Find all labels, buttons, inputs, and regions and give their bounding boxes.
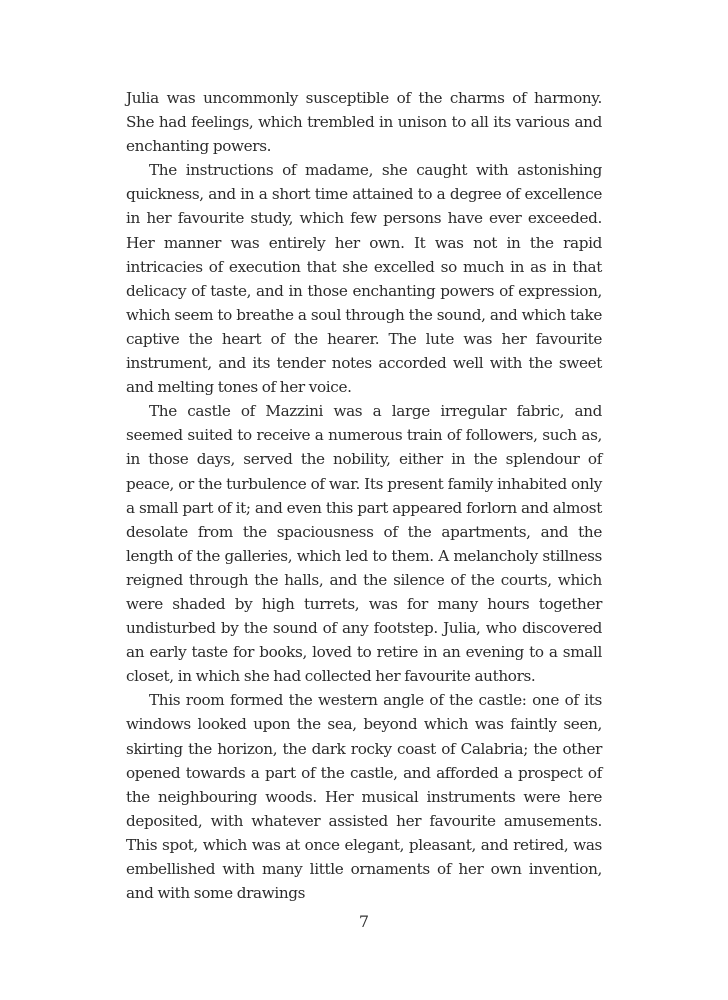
paragraph-3: The castle of Mazzini was a large irregular fabric, and seemed suited to receive a numerous train of followers, such as, in those days, served the nobility, either in the splendour of peace, or the turbulence of war. Its present family inhabited only a small part of it; and even this part appeared forlorn and almost desolate from the spaciousness of the apartments, and the length of the galleries, which led to them. A melancholy stillness reigned through the halls, and the silence of the courts, which were shaded by high turrets, was for many hours together undisturbed by the sound of any footstep. Julia, who discovered an early taste for books, loved to retire in an evening to a small closet, in which she had collected her favourite authors. xyxy=(126,402,602,686)
paragraph-2: The instructions of madame, she caught with astonishing quickness, and in a short time attained to a degree of excellence in her favourite study, which few persons have ever exceeded. Her manner was entirely her own. It was not in the rapid intricacies of execution that she excelled so much in as in that delicacy of taste, and in those enchanting powers of expression, which seem to breathe a soul through the sound, and which take captive the heart of the hearer. The lute was her favourite instrument, and its tender notes accorded well with the sweet and melting tones of her voice. xyxy=(126,161,602,397)
paragraph-1: Julia was uncommonly susceptible of the charms of harmony. She had feelings, which trembled in unison to all its various and enchanting powers. xyxy=(126,89,602,156)
page-number: 7 xyxy=(358,912,370,931)
body-text xyxy=(126,86,602,905)
paragraph-4: This room formed the western angle of the castle: one of its windows looked upon the sea, beyond which was faintly seen, skirting the horizon, the dark rocky coast of Calabria; the other opened towards a part of the castle, and afforded a prospect of the neighbouring woods. Her musical instruments were here deposited, with whatever assisted her favourite amusements. This spot, which was at once elegant, pleasant, and retired, was embellished with many little ornaments of her own invention, and with some drawings xyxy=(126,691,602,903)
